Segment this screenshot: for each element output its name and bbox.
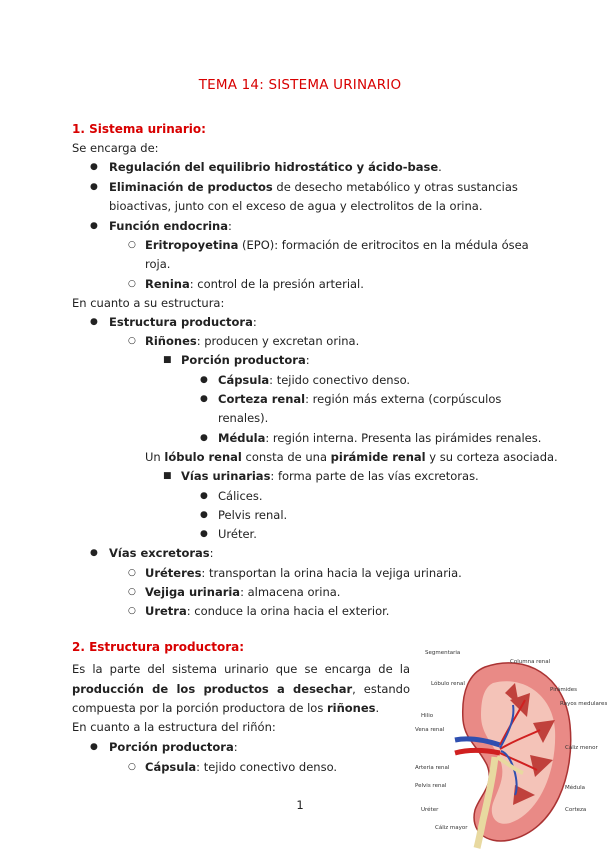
s1-item-corteza-cont: renales). (218, 411, 269, 425)
label-lobulo-renal: Lóbulo renal (431, 681, 465, 687)
bullet-icon: ● (90, 317, 98, 327)
label-medula: Médula (565, 785, 586, 791)
label-arteria-renal: Arteria renal (415, 765, 450, 771)
label-segmentaria: Segmentaria (425, 650, 461, 656)
s2-paragraph-line-4: En cuanto a la estructura del riñón: (72, 720, 276, 734)
s1-item-vejiga: Vejiga urinaria: almacena orina. (145, 585, 341, 599)
s1-estructura: En cuanto a su estructura: (72, 296, 225, 310)
s1-item-porcion-productora: Porción productora: (181, 353, 310, 367)
bullet-icon: ● (90, 742, 98, 752)
s1-item-corteza: Corteza renal: región más externa (corpúsculos (218, 392, 502, 406)
bullet-icon: ● (200, 529, 208, 539)
label-hilio: Hilio (421, 713, 434, 719)
label-ureter: Uréter (421, 807, 439, 813)
bullet-icon: ● (200, 491, 208, 501)
s2-item-capsula: Cápsula: tejido conectivo denso. (145, 760, 338, 774)
page-title: TEMA 14: SISTEMA URINARIO (198, 77, 402, 93)
s1-item-pelvis: Pelvis renal. (218, 508, 288, 522)
s1-item-eliminacion: Eliminación de productos de desecho metabólico y otras sustancias (109, 180, 518, 194)
bullet-icon: ● (200, 394, 208, 404)
bullet-icon: ● (90, 221, 98, 231)
label-corteza: Corteza (565, 807, 587, 813)
circle-bullet-icon: ○ (128, 240, 136, 250)
square-bullet-icon: ■ (163, 355, 172, 365)
s1-item-eliminacion-cont: bioactivas, junto con el exceso de agua y electrolitos de la orina. (109, 199, 483, 213)
s2-paragraph-line-2: producción de los productos a desechar, estando (72, 682, 411, 696)
s1-item-vias-urinarias: Vías urinarias: forma parte de las vías excretoras. (181, 469, 479, 483)
s1-lobulo: Un lóbulo renal consta de una pirámide renal y su corteza asociada. (145, 450, 558, 464)
bullet-icon: ● (90, 162, 98, 172)
s1-item-renina: Renina: control de la presión arterial. (145, 277, 364, 291)
s1-item-capsula: Cápsula: tejido conectivo denso. (218, 373, 411, 387)
bullet-icon: ● (90, 548, 98, 558)
kidney-figure (415, 645, 607, 848)
bullet-icon: ● (200, 433, 208, 443)
circle-bullet-icon: ○ (128, 336, 136, 346)
s1-item-rinones: Riñones: producen y excretan orina. (145, 334, 360, 348)
s1-item-uretra: Uretra: conduce la orina hacia el exterior. (145, 604, 390, 618)
circle-bullet-icon: ○ (128, 587, 136, 597)
s1-item-calices: Cálices. (218, 489, 263, 503)
page-number: 1 (296, 798, 304, 812)
s1-item-endocrina: Función endocrina: (109, 219, 232, 233)
s1-item-ureter: Uréter. (218, 527, 257, 541)
bullet-icon: ● (90, 182, 98, 192)
label-vena-renal: Vena renal (415, 727, 445, 733)
s1-item-estructura-productora: Estructura productora: (109, 315, 257, 329)
circle-bullet-icon: ○ (128, 606, 136, 616)
label-rayos-medulares: Rayos medulares (560, 701, 607, 707)
circle-bullet-icon: ○ (128, 568, 136, 578)
circle-bullet-icon: ○ (128, 279, 136, 289)
s2-item-porcion-productora: Porción productora: (109, 740, 238, 754)
section-2-heading: 2. Estructura productora: (72, 640, 245, 654)
s1-item-regulacion: Regulación del equilibrio hidrostático y ácido-base. (109, 160, 442, 174)
label-caliz-mayor: Cáliz mayor (435, 825, 468, 831)
square-bullet-icon: ■ (163, 471, 172, 481)
s1-intro: Se encarga de: (72, 141, 159, 155)
label-pelvis-renal: Pelvis renal (415, 783, 447, 789)
bullet-icon: ● (200, 375, 208, 385)
section-1-heading: 1. Sistema urinario: (72, 122, 206, 136)
s1-item-vias-excretoras: Vías excretoras: (109, 546, 214, 560)
label-caliz-menor: Cáliz menor (565, 745, 598, 751)
s2-paragraph-line-3: compuesta por la porción productora de los riñones. (72, 701, 380, 715)
s1-item-ureteres: Uréteres: transportan la orina hacia la vejiga urinaria. (145, 566, 462, 580)
bullet-icon: ● (200, 510, 208, 520)
s1-item-epo: Eritropoyetina (EPO): formación de eritrocitos en la médula ósea (145, 238, 529, 252)
label-columna-renal: Columna renal (510, 659, 551, 665)
s1-item-medula: Médula: región interna. Presenta las pirámides renales. (218, 431, 542, 445)
s1-item-epo-cont: roja. (145, 257, 171, 271)
circle-bullet-icon: ○ (128, 762, 136, 772)
s2-paragraph-line-1: Es la parte del sistema urinario que se encarga de la (72, 662, 410, 676)
label-piramides: Pirámides (550, 687, 577, 693)
